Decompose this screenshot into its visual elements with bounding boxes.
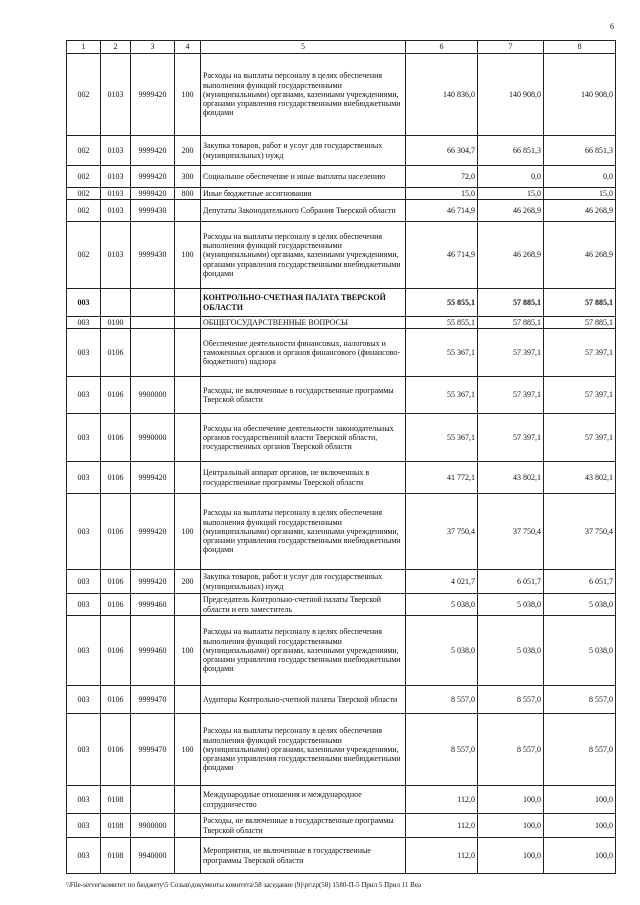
- cell-target-code: [131, 317, 175, 329]
- cell-ministry-code: 003: [67, 329, 101, 377]
- cell-expense-type: [175, 814, 201, 838]
- cell-target-code: [131, 329, 175, 377]
- cell-target-code: [131, 289, 175, 317]
- cell-section-code: 0106: [101, 594, 131, 616]
- cell-section-code: 0106: [101, 714, 131, 786]
- cell-value-1: 55 855,1: [406, 289, 478, 317]
- cell-description: Расходы на обеспечение деятельности законодательных органов государственной власти Тверской области, государственных органов Тверской области: [201, 414, 406, 462]
- cell-value-3: 57 885,1: [544, 289, 616, 317]
- cell-value-1: 112,0: [406, 786, 478, 814]
- col-header-4: 4: [175, 41, 201, 54]
- cell-value-2: 5 038,0: [478, 616, 544, 686]
- table-row: [67, 377, 616, 414]
- cell-section-code: 0103: [101, 188, 131, 200]
- cell-description: Расходы на выплаты персоналу в целях обеспечения выполнения функций государственными (муниципальными) органами, казенными учреждениями, органами управления государственными внебюджетными фондами: [201, 54, 406, 136]
- cell-value-2: 57 885,1: [478, 289, 544, 317]
- cell-value-2: 57 397,1: [478, 377, 544, 414]
- col-header-8: 8: [544, 41, 616, 54]
- cell-description: Центральный аппарат органов, не включенных в государственные программы Тверской области: [201, 462, 406, 494]
- cell-expense-type: [175, 414, 201, 462]
- cell-value-1: 41 772,1: [406, 462, 478, 494]
- cell-section-code: 0103: [101, 222, 131, 289]
- cell-expense-type: 200: [175, 136, 201, 166]
- cell-target-code: 9999420: [131, 570, 175, 594]
- page-number: 6: [610, 22, 614, 31]
- cell-value-1: 5 038,0: [406, 594, 478, 616]
- cell-value-1: 46 714,9: [406, 200, 478, 222]
- cell-value-2: 57 397,1: [478, 329, 544, 377]
- cell-ministry-code: 003: [67, 814, 101, 838]
- cell-value-3: 66 851,3: [544, 136, 616, 166]
- cell-value-3: 100,0: [544, 786, 616, 814]
- table-row: [67, 54, 616, 136]
- cell-expense-type: 100: [175, 714, 201, 786]
- col-header-6: 6: [406, 41, 478, 54]
- cell-ministry-code: 002: [67, 188, 101, 200]
- cell-section-code: 0106: [101, 686, 131, 714]
- cell-section-code: [101, 289, 131, 317]
- cell-value-2: 6 051,7: [478, 570, 544, 594]
- cell-expense-type: 300: [175, 166, 201, 188]
- cell-section-code: 0103: [101, 166, 131, 188]
- cell-expense-type: [175, 686, 201, 714]
- cell-section-code: 0103: [101, 54, 131, 136]
- col-header-7: 7: [478, 41, 544, 54]
- cell-target-code: 9999470: [131, 686, 175, 714]
- cell-target-code: 9999460: [131, 616, 175, 686]
- cell-description: ОБЩЕГОСУДАРСТВЕННЫЕ ВОПРОСЫ: [201, 317, 406, 329]
- cell-section-code: 0108: [101, 814, 131, 838]
- cell-expense-type: 100: [175, 54, 201, 136]
- cell-value-1: 46 714,9: [406, 222, 478, 289]
- cell-description: Расходы на выплаты персоналу в целях обеспечения выполнения функций государственными (муниципальными) органами, казенными учреждениями, органами управления государственными внебюджетными фондами: [201, 616, 406, 686]
- cell-value-1: 15,0: [406, 188, 478, 200]
- cell-value-3: 6 051,7: [544, 570, 616, 594]
- cell-value-3: 8 557,0: [544, 686, 616, 714]
- cell-value-1: 4 021,7: [406, 570, 478, 594]
- cell-description: Иные бюджетные ассигнования: [201, 188, 406, 200]
- cell-value-1: 112,0: [406, 814, 478, 838]
- cell-ministry-code: 003: [67, 714, 101, 786]
- cell-ministry-code: 002: [67, 222, 101, 289]
- cell-description: Председатель Контрольно-счетной палаты Тверской области и его заместитель: [201, 594, 406, 616]
- cell-value-2: 57 885,1: [478, 317, 544, 329]
- cell-value-3: 5 038,0: [544, 616, 616, 686]
- cell-value-2: 8 557,0: [478, 686, 544, 714]
- table-row: [67, 222, 616, 289]
- table-row: [67, 786, 616, 814]
- cell-expense-type: 100: [175, 616, 201, 686]
- cell-section-code: 0108: [101, 786, 131, 814]
- cell-value-3: 15,0: [544, 188, 616, 200]
- cell-value-1: 55 367,1: [406, 329, 478, 377]
- cell-value-2: 140 908,0: [478, 54, 544, 136]
- cell-value-2: 43 802,1: [478, 462, 544, 494]
- table-row: [67, 200, 616, 222]
- cell-description: Аудиторы Контрольно-счетной палаты Тверской области: [201, 686, 406, 714]
- cell-value-1: 55 855,1: [406, 317, 478, 329]
- cell-target-code: 9999420: [131, 54, 175, 136]
- cell-description: Расходы на выплаты персоналу в целях обеспечения выполнения функций государственными (муниципальными) органами, казенными учреждениями, органами управления государственными внебюджетными фондами: [201, 222, 406, 289]
- cell-description: Расходы, не включенные в государственные программы Тверской области: [201, 377, 406, 414]
- cell-description: КОНТРОЛЬНО-СЧЕТНАЯ ПАЛАТА ТВЕРСКОЙ ОБЛАСТИ: [201, 289, 406, 317]
- cell-target-code: 9900000: [131, 814, 175, 838]
- cell-section-code: 0106: [101, 377, 131, 414]
- cell-value-3: 140 908,0: [544, 54, 616, 136]
- cell-section-code: 0103: [101, 200, 131, 222]
- cell-expense-type: 100: [175, 222, 201, 289]
- col-header-1: 1: [67, 41, 101, 54]
- cell-description: Социальное обеспечение и иные выплаты населению: [201, 166, 406, 188]
- cell-ministry-code: 002: [67, 136, 101, 166]
- cell-value-3: 46 268,9: [544, 222, 616, 289]
- cell-section-code: 0106: [101, 570, 131, 594]
- cell-value-1: 55 367,1: [406, 414, 478, 462]
- table-row: [67, 494, 616, 570]
- cell-target-code: 9999420: [131, 462, 175, 494]
- cell-ministry-code: 002: [67, 54, 101, 136]
- table-row: [67, 616, 616, 686]
- cell-ministry-code: 003: [67, 414, 101, 462]
- cell-value-1: 66 304,7: [406, 136, 478, 166]
- cell-ministry-code: 003: [67, 462, 101, 494]
- cell-target-code: [131, 786, 175, 814]
- cell-value-3: 46 268,9: [544, 200, 616, 222]
- budget-table: [66, 40, 616, 874]
- cell-ministry-code: 003: [67, 594, 101, 616]
- cell-value-3: 5 038,0: [544, 594, 616, 616]
- cell-value-2: 100,0: [478, 814, 544, 838]
- cell-expense-type: [175, 838, 201, 874]
- cell-value-1: 8 557,0: [406, 714, 478, 786]
- cell-description: Обеспечение деятельности финансовых, налоговых и таможенных органов и органов финансового (финансово-бюджетного) надзора: [201, 329, 406, 377]
- cell-ministry-code: 003: [67, 377, 101, 414]
- table-row: [67, 317, 616, 329]
- table-row: [67, 594, 616, 616]
- cell-ministry-code: 002: [67, 200, 101, 222]
- cell-ministry-code: 003: [67, 570, 101, 594]
- col-header-5: 5: [201, 41, 406, 54]
- cell-value-3: 57 885,1: [544, 317, 616, 329]
- cell-ministry-code: 003: [67, 317, 101, 329]
- table-row: [67, 414, 616, 462]
- table-row: [67, 166, 616, 188]
- cell-target-code: 9940000: [131, 838, 175, 874]
- cell-value-3: 57 397,1: [544, 377, 616, 414]
- table-row: [67, 814, 616, 838]
- cell-section-code: 0106: [101, 329, 131, 377]
- cell-value-1: 55 367,1: [406, 377, 478, 414]
- cell-value-3: 37 750,4: [544, 494, 616, 570]
- table-row: [67, 462, 616, 494]
- cell-value-3: 43 802,1: [544, 462, 616, 494]
- file-path-footer: \\File-server\комитет по бюджету\5 Созыв\документы комитета\58 заседание (9)\pr\zp(58) 1580-П-5 Прил 5 Прил 11 Bea: [66, 881, 422, 889]
- cell-description: Мероприятия, не включенные в государственные программы Тверской области: [201, 838, 406, 874]
- cell-value-2: 66 851,3: [478, 136, 544, 166]
- cell-section-code: 0106: [101, 414, 131, 462]
- cell-description: Расходы на выплаты персоналу в целях обеспечения выполнения функций государственными (муниципальными) органами, казенными учреждениями, органами управления государственными внебюджетными фондами: [201, 494, 406, 570]
- cell-value-2: 0,0: [478, 166, 544, 188]
- cell-value-3: 100,0: [544, 814, 616, 838]
- cell-target-code: 9999420: [131, 166, 175, 188]
- cell-value-3: 57 397,1: [544, 414, 616, 462]
- cell-value-2: 46 268,9: [478, 200, 544, 222]
- table-row: [67, 136, 616, 166]
- table-row: [67, 686, 616, 714]
- table-body: [67, 54, 616, 874]
- cell-value-1: 5 038,0: [406, 616, 478, 686]
- cell-expense-type: [175, 289, 201, 317]
- cell-target-code: 9990000: [131, 414, 175, 462]
- cell-section-code: 0106: [101, 494, 131, 570]
- cell-target-code: 9999460: [131, 594, 175, 616]
- cell-value-3: 100,0: [544, 838, 616, 874]
- cell-section-code: 0103: [101, 136, 131, 166]
- table-row: [67, 289, 616, 317]
- cell-value-1: 140 836,0: [406, 54, 478, 136]
- cell-ministry-code: 003: [67, 289, 101, 317]
- cell-ministry-code: 003: [67, 494, 101, 570]
- cell-value-3: 57 397,1: [544, 329, 616, 377]
- cell-expense-type: [175, 317, 201, 329]
- cell-expense-type: [175, 594, 201, 616]
- header-row: [67, 41, 616, 54]
- cell-description: Закупка товаров, работ и услуг для государственных (муниципальных) нужд: [201, 136, 406, 166]
- cell-value-1: 112,0: [406, 838, 478, 874]
- cell-target-code: 9999420: [131, 136, 175, 166]
- cell-value-2: 100,0: [478, 786, 544, 814]
- cell-description: Депутаты Законодательного Собрания Тверской области: [201, 200, 406, 222]
- cell-expense-type: [175, 786, 201, 814]
- cell-expense-type: [175, 329, 201, 377]
- cell-section-code: 0108: [101, 838, 131, 874]
- cell-expense-type: 800: [175, 188, 201, 200]
- cell-value-1: 8 557,0: [406, 686, 478, 714]
- cell-target-code: 9999470: [131, 714, 175, 786]
- cell-value-2: 57 397,1: [478, 414, 544, 462]
- cell-value-2: 15,0: [478, 188, 544, 200]
- cell-description: Расходы, не включенные в государственные программы Тверской области: [201, 814, 406, 838]
- cell-value-1: 37 750,4: [406, 494, 478, 570]
- cell-target-code: 9999420: [131, 494, 175, 570]
- cell-expense-type: 100: [175, 494, 201, 570]
- cell-target-code: 9999420: [131, 188, 175, 200]
- cell-section-code: 0106: [101, 616, 131, 686]
- cell-ministry-code: 003: [67, 786, 101, 814]
- cell-section-code: 0106: [101, 462, 131, 494]
- cell-value-3: 8 557,0: [544, 714, 616, 786]
- cell-value-2: 46 268,9: [478, 222, 544, 289]
- cell-expense-type: [175, 377, 201, 414]
- cell-value-2: 5 038,0: [478, 594, 544, 616]
- table-row: [67, 570, 616, 594]
- cell-expense-type: [175, 200, 201, 222]
- cell-description: Расходы на выплаты персоналу в целях обеспечения выполнения функций государственными (муниципальными) органами, казенными учреждениями, органами управления государственными внебюджетными фондами: [201, 714, 406, 786]
- cell-description: Закупка товаров, работ и услуг для государственных (муниципальных) нужд: [201, 570, 406, 594]
- cell-target-code: 9999430: [131, 200, 175, 222]
- cell-target-code: 9900000: [131, 377, 175, 414]
- cell-value-2: 8 557,0: [478, 714, 544, 786]
- cell-value-2: 37 750,4: [478, 494, 544, 570]
- cell-ministry-code: 003: [67, 838, 101, 874]
- table-row: [67, 714, 616, 786]
- cell-value-2: 100,0: [478, 838, 544, 874]
- col-header-3: 3: [131, 41, 175, 54]
- cell-description: Международные отношения и международное сотрудничество: [201, 786, 406, 814]
- cell-target-code: 9999430: [131, 222, 175, 289]
- table-row: [67, 838, 616, 874]
- table-row: [67, 329, 616, 377]
- cell-ministry-code: 002: [67, 166, 101, 188]
- cell-ministry-code: 003: [67, 686, 101, 714]
- table-row: [67, 188, 616, 200]
- cell-value-3: 0,0: [544, 166, 616, 188]
- cell-ministry-code: 003: [67, 616, 101, 686]
- cell-section-code: 0100: [101, 317, 131, 329]
- col-header-2: 2: [101, 41, 131, 54]
- cell-expense-type: 200: [175, 570, 201, 594]
- cell-expense-type: [175, 462, 201, 494]
- cell-value-1: 72,0: [406, 166, 478, 188]
